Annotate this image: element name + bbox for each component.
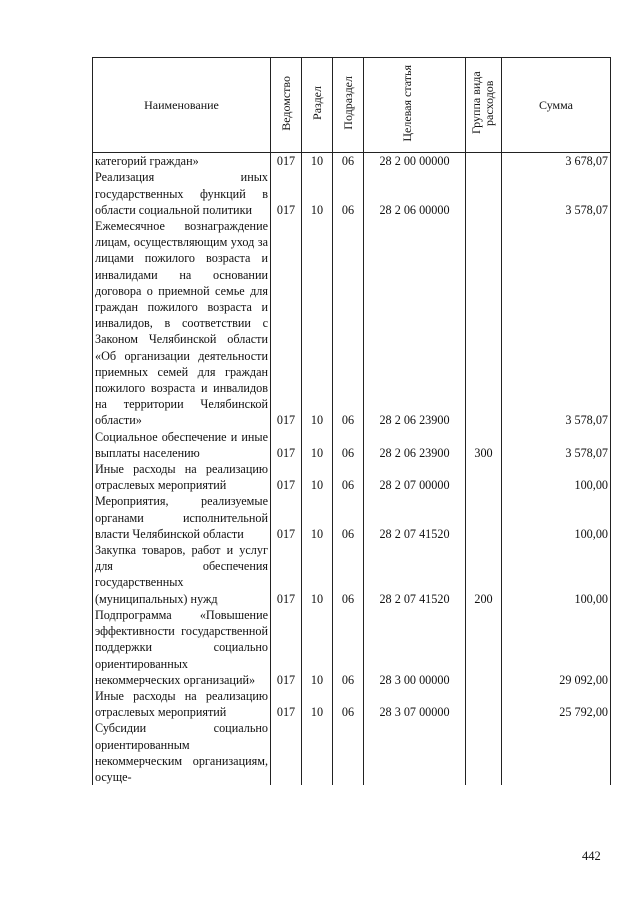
cell-gruppa	[466, 218, 502, 429]
cell-summa: 29 092,00	[502, 607, 611, 688]
table-row	[93, 218, 611, 429]
cell-ved: 017	[271, 542, 302, 607]
cell-gruppa	[466, 153, 502, 170]
cell-razdel	[302, 720, 333, 785]
cell-razdel: 10	[302, 461, 333, 493]
header-cs	[364, 58, 466, 153]
header-cs-label: Целевая статья	[399, 64, 414, 142]
table-row	[93, 607, 611, 688]
cell-razdel: 10	[302, 688, 333, 720]
header-podrazdel	[333, 58, 364, 153]
header-gruppa-label: Группа вида расходов	[468, 71, 496, 135]
cell-gruppa: 300	[466, 429, 502, 461]
cell-podrazdel: 06	[333, 542, 364, 607]
cell-ved: 017	[271, 218, 302, 429]
cell-podrazdel: 06	[333, 153, 364, 170]
cell-summa: 100,00	[502, 542, 611, 607]
cell-razdel: 10	[302, 542, 333, 607]
cell-summa: 100,00	[502, 493, 611, 542]
cell-gruppa	[466, 688, 502, 720]
cell-cs: 28 2 06 00000	[364, 169, 466, 218]
cell-name: категорий граждан»	[93, 153, 271, 170]
cell-podrazdel: 06	[333, 461, 364, 493]
cell-ved: 017	[271, 461, 302, 493]
cell-podrazdel: 06	[333, 493, 364, 542]
cell-cs: 28 2 07 00000	[364, 461, 466, 493]
cell-name: Иные расходы на реализацию отраслевых мероприятий	[93, 461, 271, 493]
table-row	[93, 429, 611, 461]
table-row	[93, 688, 611, 720]
cell-cs: 28 3 00 00000	[364, 607, 466, 688]
cell-razdel: 10	[302, 153, 333, 170]
cell-name: Закупка товаров, работ и услуг для обеспечения государственных (муниципальных) нужд	[93, 542, 271, 607]
cell-ved: 017	[271, 607, 302, 688]
cell-name: Реализация иных государственных функций в области социальной политики	[93, 169, 271, 218]
cell-razdel: 10	[302, 429, 333, 461]
header-razdel	[302, 58, 333, 153]
cell-summa: 25 792,00	[502, 688, 611, 720]
header-ved-label: Ведомство	[278, 75, 293, 131]
cell-gruppa: 200	[466, 542, 502, 607]
table-row	[93, 493, 611, 542]
header-summa: Сумма	[502, 58, 611, 153]
cell-summa: 3 578,07	[502, 169, 611, 218]
cell-podrazdel: 06	[333, 218, 364, 429]
cell-gruppa	[466, 607, 502, 688]
cell-name: Подпрограмма «Повышение эффективности государственной поддержки социально ориентированных некоммерческих организаций»	[93, 607, 271, 688]
table-header-row	[93, 58, 611, 153]
table-row	[93, 720, 611, 785]
cell-razdel: 10	[302, 169, 333, 218]
cell-summa: 100,00	[502, 461, 611, 493]
page-number: 442	[582, 849, 601, 863]
cell-razdel: 10	[302, 493, 333, 542]
cell-ved: 017	[271, 153, 302, 170]
cell-gruppa	[466, 493, 502, 542]
cell-razdel: 10	[302, 218, 333, 429]
header-ved	[271, 58, 302, 153]
cell-name: Мероприятия, реализуемые органами исполнительной власти Челябинской области	[93, 493, 271, 542]
table-row	[93, 153, 611, 170]
cell-cs: 28 2 07 41520	[364, 493, 466, 542]
table-row	[93, 169, 611, 218]
table-row	[93, 461, 611, 493]
cell-gruppa	[466, 461, 502, 493]
cell-podrazdel: 06	[333, 429, 364, 461]
cell-ved	[271, 720, 302, 785]
cell-summa: 3 578,07	[502, 429, 611, 461]
cell-summa: 3 678,07	[502, 153, 611, 170]
cell-name: Субсидии социально ориентированным некоммерческим организациям, осуще-	[93, 720, 271, 785]
cell-ved: 017	[271, 169, 302, 218]
cell-gruppa	[466, 169, 502, 218]
cell-name: Ежемесячное вознаграждение лицам, осуществляющим уход за лицами пожилого возраста и инвалидами на основании договора о приемной семье для граждан пожилого возраста и инвалидов, в соответствии с Законом Челябинской области «Об организации деятельности приемных семей для граждан пожилого возраста и инвалидов на территории Челябинской области»	[93, 218, 271, 429]
header-name: Наименование	[93, 58, 271, 153]
cell-podrazdel	[333, 720, 364, 785]
cell-podrazdel: 06	[333, 688, 364, 720]
cell-ved: 017	[271, 493, 302, 542]
cell-cs	[364, 720, 466, 785]
cell-cs: 28 3 07 00000	[364, 688, 466, 720]
header-gruppa	[466, 58, 502, 153]
header-podrazdel-label: Подраздел	[340, 76, 355, 130]
cell-podrazdel: 06	[333, 607, 364, 688]
cell-gruppa	[466, 720, 502, 785]
cell-summa: 3 578,07	[502, 218, 611, 429]
cell-name: Иные расходы на реализацию отраслевых мероприятий	[93, 688, 271, 720]
table-row	[93, 542, 611, 607]
cell-podrazdel: 06	[333, 169, 364, 218]
cell-cs: 28 2 06 23900	[364, 218, 466, 429]
cell-cs: 28 2 06 23900	[364, 429, 466, 461]
cell-ved: 017	[271, 688, 302, 720]
cell-razdel: 10	[302, 607, 333, 688]
table-body	[93, 153, 611, 785]
cell-cs: 28 2 00 00000	[364, 153, 466, 170]
header-razdel-label: Раздел	[309, 86, 324, 120]
cell-summa	[502, 720, 611, 785]
cell-name: Социальное обеспечение и иные выплаты населению	[93, 429, 271, 461]
cell-cs: 28 2 07 41520	[364, 542, 466, 607]
budget-table	[92, 57, 611, 785]
cell-ved: 017	[271, 429, 302, 461]
